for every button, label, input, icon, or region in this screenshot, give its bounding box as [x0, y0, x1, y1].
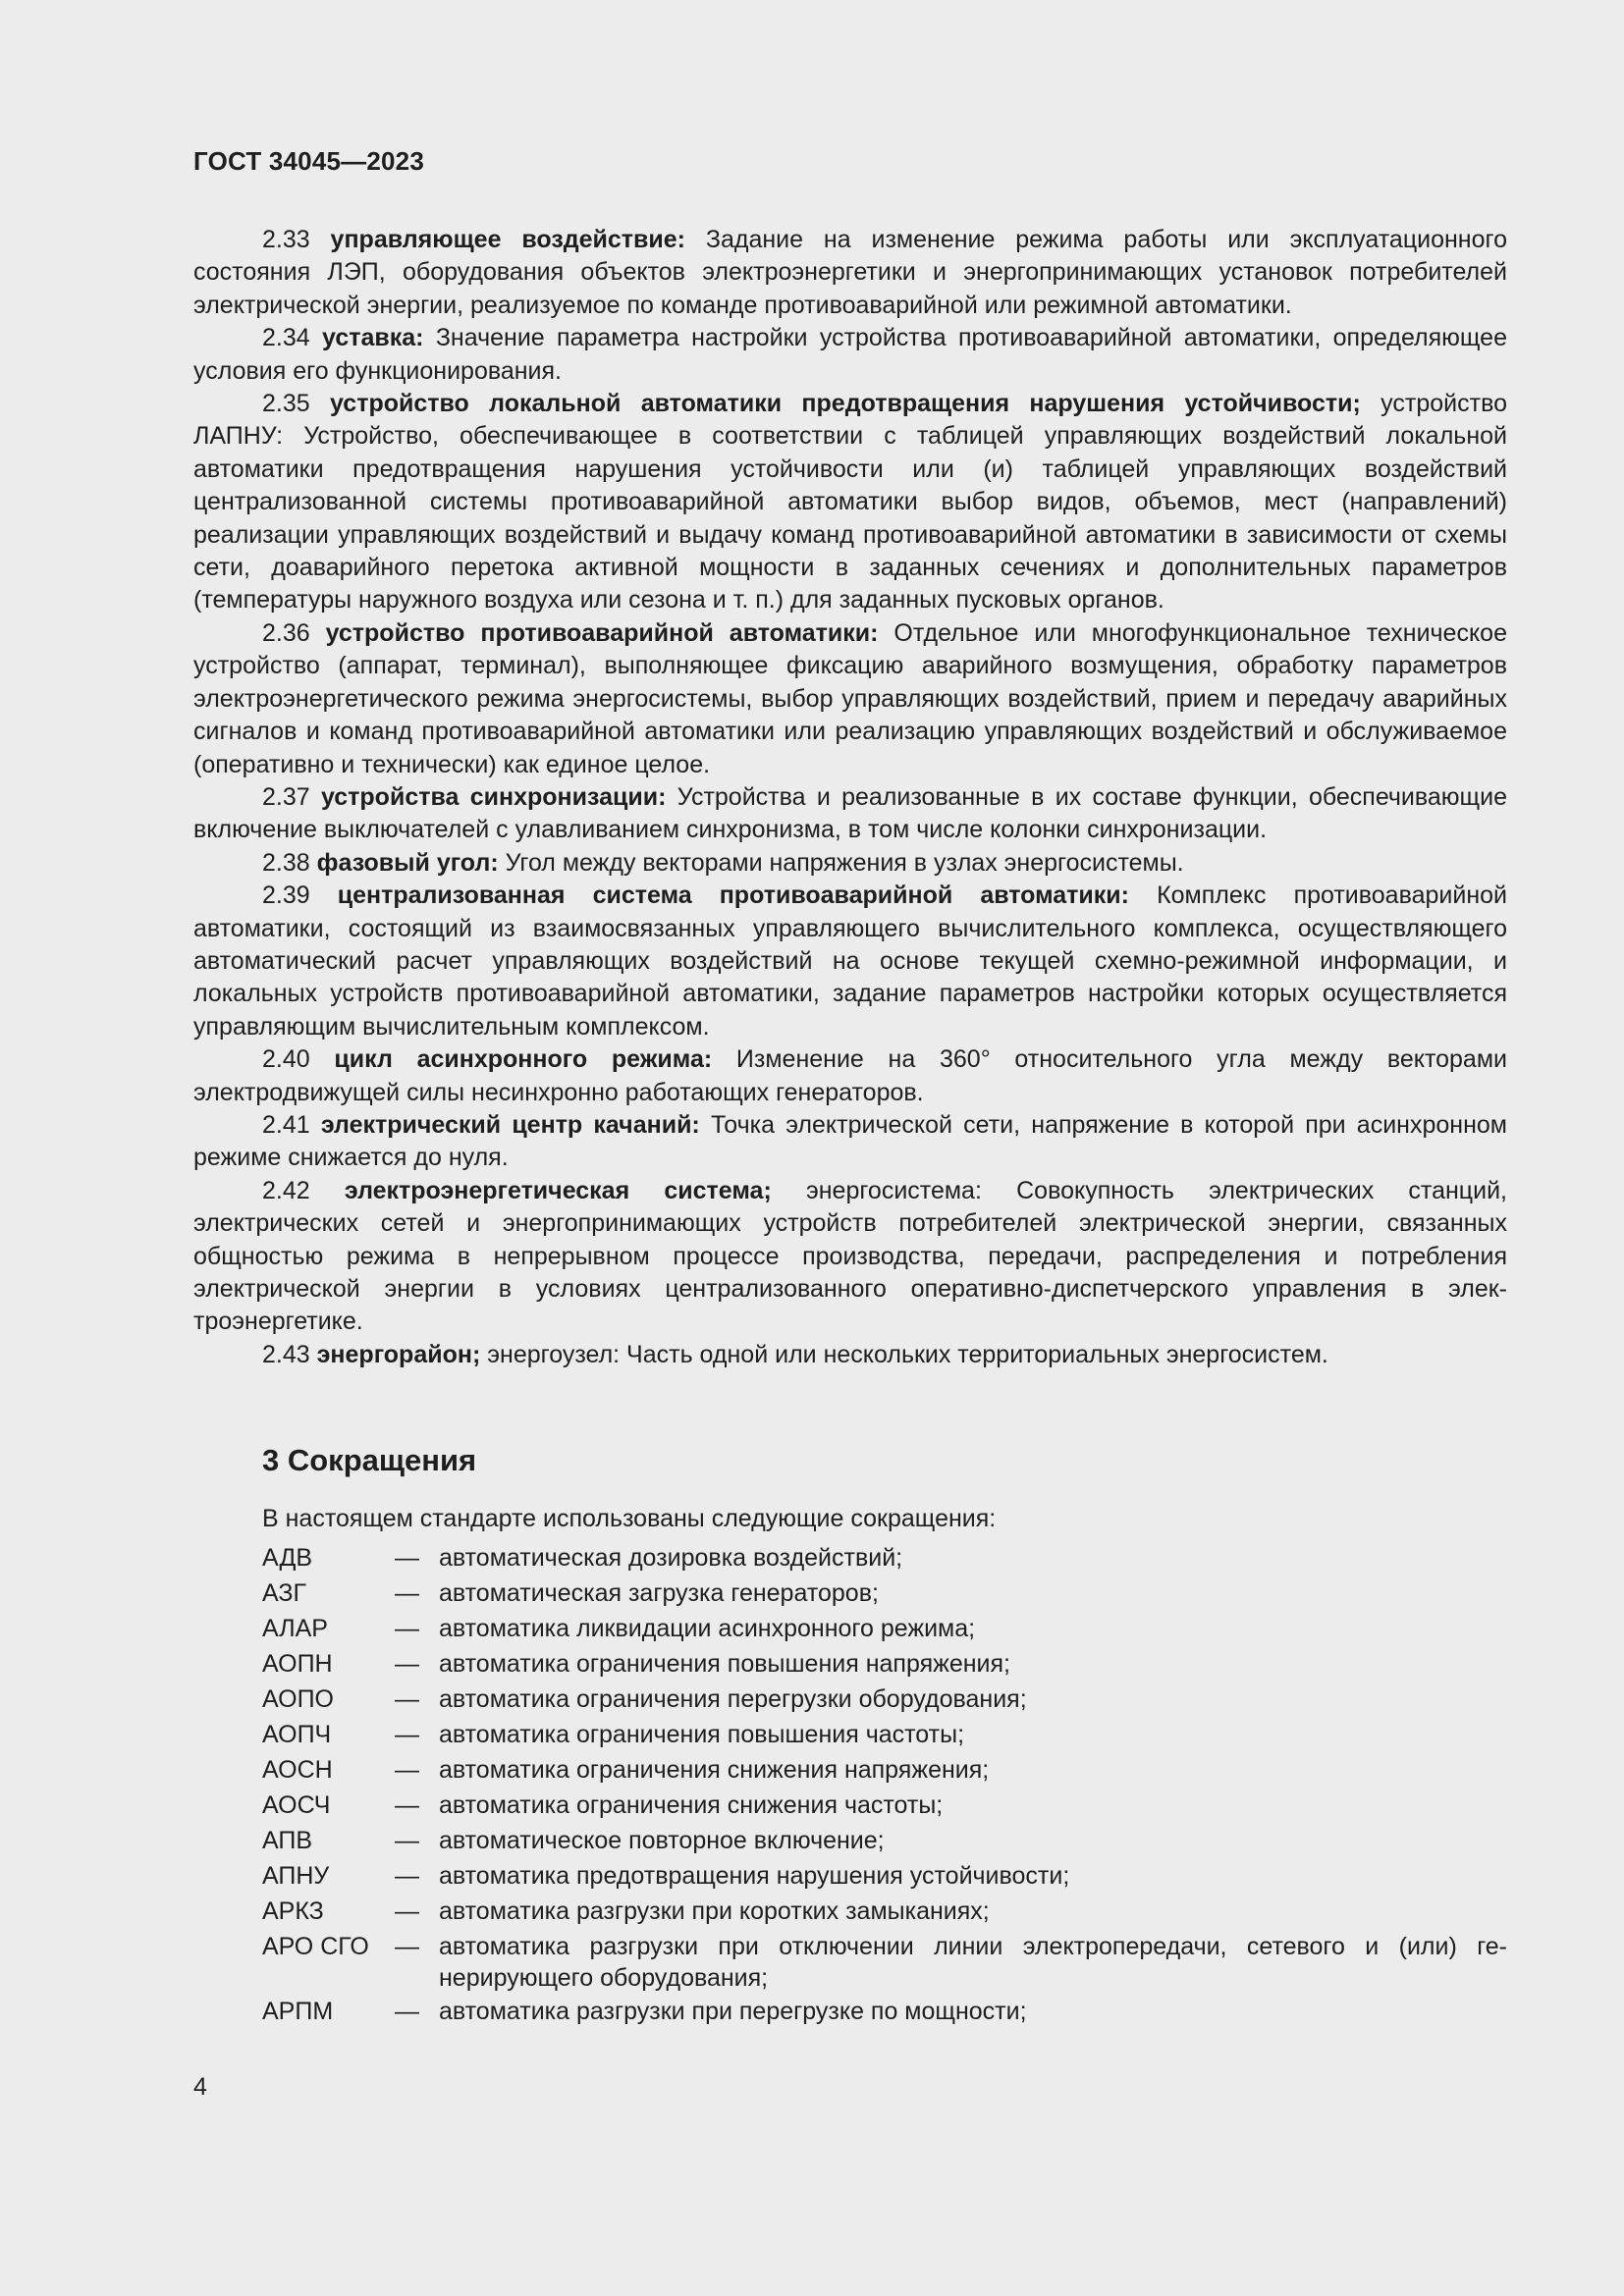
definition-number: 2.39	[262, 881, 310, 910]
abbreviation-term: АОПЧ	[262, 1721, 332, 1748]
abbreviation-dash: —	[395, 1756, 419, 1784]
definition-number: 2.34	[262, 324, 310, 352]
abbreviation-text: автоматика разгрузки при отключении линии электропередачи, сетевого и (или) генерирующего оборудования;	[439, 1933, 1507, 1992]
abbreviation-term: АПВ	[262, 1827, 313, 1854]
definition-text: Устройства и реализованные в их составе функции, обеспечивающие включение выключателей с улавливанием синхронизма, в том числе колонки синхронизации.	[193, 782, 1507, 844]
definition-term: устройство противоаварийной автоматики:	[325, 618, 879, 647]
definition-term: цикл асинхронного режима:	[334, 1045, 713, 1074]
abbreviation-term: АПНУ	[262, 1862, 330, 1890]
abbreviation-item	[262, 1894, 1507, 1929]
abbreviation-dash: —	[395, 1862, 419, 1890]
abbreviation-dash: —	[395, 1615, 419, 1642]
definition-item	[193, 617, 1507, 781]
abbreviation-dash: —	[395, 1650, 419, 1678]
definition-term: уставка:	[322, 324, 424, 352]
definition-text: Изменение на 360° относительного угла между векторами электродвижущей силы несинхронно работающих генераторов.	[193, 1045, 1507, 1106]
abbreviation-item	[262, 1646, 1507, 1682]
definition-item	[193, 1043, 1507, 1109]
abbreviation-item	[262, 1575, 1507, 1611]
abbreviation-term: АОСЧ	[262, 1791, 331, 1819]
definition-text: Значение параметра настройки устройства противоаварийной автоматики, определяющее условия его функционирования.	[193, 324, 1507, 385]
abbreviation-item	[262, 1788, 1507, 1823]
abbreviation-text: автоматика ограничения повышения напряжения;	[439, 1650, 1010, 1678]
abbreviation-text: автоматика разгрузки при перегрузке по мощности;	[439, 1998, 1027, 2025]
definition-term: устройства синхронизации:	[320, 782, 667, 811]
abbreviation-item	[262, 1682, 1507, 1717]
abbreviation-term: АРО СГО	[262, 1933, 369, 1960]
definition-number: 2.40	[262, 1045, 310, 1074]
definition-item	[193, 781, 1507, 847]
definitions-list	[193, 224, 1507, 1371]
definition-term: централизованная система противоаварийной автоматики:	[337, 881, 1130, 910]
definition-text: Задание на изменение режима работы или эксплуатационного состояния ЛЭП, оборудования объектов электроэнергетики и энергопринимающих установок потребителей электрической энергии, реализуемое по команде противоаварийной или режимной автоматики.	[193, 226, 1507, 319]
definition-number: 2.33	[262, 226, 310, 253]
abbreviation-text: автоматика предотвращения нарушения устойчивости;	[439, 1862, 1070, 1890]
definition-term: электрический центр качаний:	[320, 1110, 700, 1139]
definition-number: 2.43	[262, 1340, 310, 1368]
abbreviation-dash: —	[395, 1721, 419, 1748]
definition-term: управляющее воздействие:	[330, 226, 686, 253]
definition-item	[193, 880, 1507, 1043]
abbreviation-text: автоматика разгрузки при коротких замыканиях;	[439, 1897, 990, 1925]
definition-text: устройство ЛАПНУ: Устройство, обеспечивающее в соответствии с таблицей управляющих воздействий локальной автоматики предотвращения нарушения устойчивости или (и) таблицей управляющих воздействий централизованной системы противоаварийной автоматики выбор видов, объемов, мест (направлений) реализации управляющих воздействий и выдачу команд противоаварийной автоматики в зависимости от схемы сети, доаварийного перетока активной мощности в заданных сечениях и дополнительных параметров (температуры наружного воздуха или сезона и т. п.) для заданных пусковых органов.	[193, 390, 1507, 614]
definition-item	[193, 1339, 1507, 1371]
abbreviation-item	[262, 1611, 1507, 1646]
abbreviation-text: автоматика ликвидации асинхронного режима;	[439, 1615, 976, 1642]
section-intro: В настоящем стандарте использованы следующие сокращения:	[262, 1505, 997, 1532]
abbreviation-text: автоматическое повторное включение;	[439, 1827, 885, 1854]
abbreviation-text: автоматика ограничения повышения частоты;	[439, 1721, 965, 1748]
abbreviation-term: АДВ	[262, 1544, 313, 1572]
definition-term: фазовый угол:	[316, 848, 499, 877]
abbreviation-term: АОСН	[262, 1756, 333, 1784]
abbreviation-item	[262, 1540, 1507, 1575]
abbreviation-text: автоматическая загрузка генераторов;	[439, 1579, 879, 1607]
abbreviation-dash: —	[395, 1579, 419, 1607]
document-code: ГОСТ 34045—2023	[193, 146, 424, 176]
abbreviation-item	[262, 1929, 1507, 1994]
definition-term: энергорайон;	[316, 1340, 481, 1368]
abbreviation-term: АРПМ	[262, 1998, 334, 2025]
abbreviation-item	[262, 1858, 1507, 1894]
abbreviations-list	[262, 1540, 1507, 2029]
abbreviation-item	[262, 1752, 1507, 1788]
definition-number: 2.36	[262, 618, 310, 647]
abbreviation-item	[262, 1717, 1507, 1752]
abbreviation-dash: —	[395, 1791, 419, 1819]
definition-item	[193, 847, 1507, 880]
abbreviation-dash: —	[395, 1685, 419, 1713]
definition-text: Точка электрической сети, напряжение в которой при асинхронном режиме снижается до нуля.	[193, 1110, 1507, 1172]
definition-item	[193, 388, 1507, 617]
abbreviation-dash: —	[395, 1544, 419, 1572]
abbreviation-term: АРКЗ	[262, 1897, 324, 1925]
definition-number: 2.41	[262, 1110, 310, 1139]
definition-text: Комплекс противоаварийной автоматики, состоящий из взаимосвязанных управляющего вычислительного комплекса, осуществляющего автоматический расчет управляющих воздействий на основе текущей схемно-режимной информации, и локальных устройств противоаварийной автоматики, задание параметров настройки которых осуществляется управляющим вычислительным комплексом.	[193, 881, 1507, 1041]
definition-term: устройство локальной автоматики предотвращения нарушения устойчивости;	[330, 390, 1361, 418]
abbreviation-text: автоматика ограничения снижения напряжения;	[439, 1756, 990, 1784]
definition-number: 2.37	[262, 782, 310, 811]
definition-text: энергоузел: Часть одной или нескольких территориальных энергосистем.	[480, 1340, 1328, 1368]
definition-text: Отдельное или многофункциональное техническое устройство (аппарат, терминал), выполняющее фиксацию аварийного возмущения, обработку параметров электроэнергетического режима энергосистемы, выбор управляющих воздействий, прием и передачу аварийных сигналов и команд противоаварийной автоматики или реализацию управляющих воздействий и обслуживаемое (оперативно и технически) как единое целое.	[193, 618, 1507, 778]
definition-item	[193, 1109, 1507, 1175]
definition-term: электроэнергетическая система;	[344, 1176, 772, 1204]
definition-item	[193, 322, 1507, 388]
abbreviation-dash: —	[395, 1827, 419, 1854]
abbreviation-dash: —	[395, 1897, 419, 1925]
abbreviation-text: автоматическая дозировка воздействий;	[439, 1544, 903, 1572]
definition-item	[193, 1175, 1507, 1339]
abbreviation-term: АОПН	[262, 1650, 333, 1678]
definition-number: 2.38	[262, 848, 310, 877]
abbreviation-term: АЛАР	[262, 1615, 328, 1642]
definition-item	[193, 224, 1507, 322]
definition-number: 2.42	[262, 1176, 310, 1204]
definition-number: 2.35	[262, 390, 310, 418]
abbreviation-term: АЗГ	[262, 1579, 307, 1607]
definition-text: энергосистема: Совокупность электрических станций, электрических сетей и энергопринимающих устройств потребителей электрической энергии, связанных общностью режима в непрерывном процессе производства, передачи, распределения и потребления электрической энергии в условиях централизованного оперативно-диспетчерского управления в электроэнергетике.	[193, 1176, 1507, 1336]
definition-text: Угол между векторами напряжения в узлах энергосистемы.	[498, 848, 1184, 877]
abbreviation-item	[262, 1994, 1507, 2029]
section-title: 3 Сокращения	[262, 1443, 477, 1477]
abbreviation-text: автоматика ограничения перегрузки оборудования;	[439, 1685, 1027, 1713]
abbreviation-dash: —	[395, 1998, 419, 2025]
abbreviation-text: автоматика ограничения снижения частоты;	[439, 1791, 944, 1819]
page-number: 4	[193, 2073, 207, 2101]
abbreviation-term: АОПО	[262, 1685, 334, 1713]
abbreviation-dash: —	[395, 1933, 419, 1960]
abbreviation-item	[262, 1823, 1507, 1858]
